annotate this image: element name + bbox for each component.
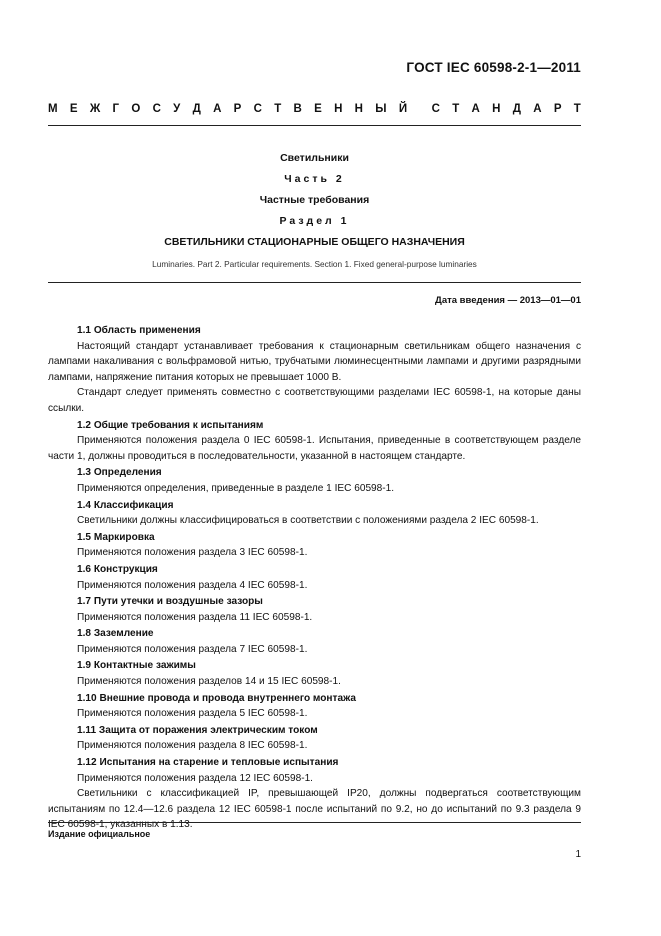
section-1-4 (48, 498, 581, 529)
top-divider (48, 125, 581, 126)
heading-letter: Н (334, 103, 343, 115)
paragraph: Применяются положения раздела 0 IEC 60598-1. Испытания, приведенные в соответствующем разделе части 1, должны проводиться в последовательности, указанной в настоящем стандарте. (48, 435, 581, 462)
title-line-3: Частные требования (259, 194, 370, 206)
section-title: 1.12 Испытания на старение и тепловые испытания (77, 757, 339, 769)
heading-letter: Г (112, 103, 120, 115)
document-body (48, 322, 581, 833)
heading-letter: С (253, 103, 262, 115)
section-title: 1.11 Защита от поражения электрическим током (77, 724, 318, 736)
paragraph: Применяются положения раздела 12 IEC 60598-1. (77, 772, 313, 784)
heading-letter: Е (314, 103, 322, 115)
title-block (48, 148, 581, 271)
section-1-1 (48, 323, 581, 417)
section-1-3 (48, 465, 581, 496)
heading-letter: Т (573, 103, 581, 115)
heading-letter: Д (192, 103, 201, 115)
heading-letter: У (173, 103, 181, 115)
heading-letter: В (293, 103, 302, 115)
footer-divider (48, 822, 581, 823)
paragraph: Применяются определения, приведенные в разделе 1 IEC 60598-1. (77, 482, 395, 494)
heading-letter: О (131, 103, 141, 115)
paragraph: Применяются положения раздела 3 IEC 60598-1. (77, 547, 308, 559)
heading-letter: Р (553, 103, 562, 115)
section-title: 1.5 Маркировка (77, 531, 155, 543)
title-divider (48, 282, 581, 283)
heading-letter: Т (274, 103, 282, 115)
heading-letter: Д (512, 103, 521, 115)
paragraph: Применяются положения раздела 8 IEC 60598-1. (77, 740, 308, 752)
section-title: 1.6 Конструкция (77, 563, 158, 575)
heading-letter: Н (492, 103, 501, 115)
heading-letter: С (152, 103, 161, 115)
heading-letter: Й (398, 103, 408, 115)
paragraph: Применяются положения раздела 5 IEC 60598-1. (77, 708, 308, 720)
section-title: 1.3 Определения (77, 467, 162, 479)
gost-code: ГОСТ IEC 60598-2-1—2011 (406, 60, 581, 75)
title-main: СВЕТИЛЬНИКИ СТАЦИОНАРНЫЕ ОБЩЕГО НАЗНАЧЕНИЯ (164, 236, 465, 248)
heading-letter: Е (69, 103, 78, 115)
heading-letter: С (431, 103, 440, 115)
paragraph: Стандарт следует применять совместно с соответствующими разделами IEC 60598-1, на которые даны ссылки. (48, 387, 581, 414)
introduction-date: Дата введения — 2013—01—01 (435, 295, 581, 306)
paragraph: Применяются положения раздела 4 IEC 60598-1. (77, 579, 308, 591)
section-1-8 (48, 626, 581, 657)
section-1-7 (48, 594, 581, 625)
heading-letter: А (533, 103, 542, 115)
heading-letter: А (213, 103, 222, 115)
paragraph: Светильники должны классифицироваться в соответствии с положениями раздела 2 IEC 60598-1. (77, 515, 539, 527)
title-line-1: Светильники (280, 152, 349, 164)
heading-letter: Т (452, 103, 460, 115)
heading-letter: Ы (375, 103, 387, 115)
heading-letter: Н (354, 103, 363, 115)
paragraph: Применяются положения раздела 11 IEC 60598-1. (77, 611, 313, 623)
heading-letter: М (48, 103, 58, 115)
heading-letter: А (471, 103, 480, 115)
paragraph: Применяются положения раздела 7 IEC 60598-1. (77, 643, 308, 655)
title-line-part: Часть 2 (284, 173, 345, 185)
page-number: 1 (575, 849, 581, 860)
edition-label: Издание официальное (48, 829, 151, 839)
heading-letter: Ж (89, 103, 101, 115)
section-title: 1.8 Заземление (77, 628, 154, 640)
section-title: 1.10 Внешние провода и провода внутреннего монтажа (77, 692, 356, 704)
section-1-9 (48, 658, 581, 689)
title-english: Luminaries. Part 2. Particular requirements. Section 1. Fixed general-purpose luminaries (152, 259, 477, 269)
title-line-section: Раздел 1 (279, 215, 350, 227)
section-1-5 (48, 530, 581, 561)
section-title: 1.2 Общие требования к испытаниям (77, 419, 264, 431)
standard-type-heading (48, 103, 581, 115)
paragraph: Применяются положения разделов 14 и 15 IEC 60598-1. (77, 676, 341, 688)
section-title: 1.7 Пути утечки и воздушные зазоры (77, 596, 263, 608)
heading-letter: Р (233, 103, 242, 115)
section-title: 1.4 Классификация (77, 499, 174, 511)
section-title: 1.9 Контактные зажимы (77, 660, 196, 672)
section-1-6 (48, 562, 581, 593)
section-1-2 (48, 418, 581, 465)
paragraph: Настоящий стандарт устанавливает требования к стационарным светильникам общего назначения с лампами накаливания с вольфрамовой нитью, трубчатыми люминесцентными лампами и другими разрядными лампами, напряжение питания которых не превышает 1000 В. (48, 340, 581, 383)
section-1-10 (48, 691, 581, 722)
section-1-11 (48, 723, 581, 754)
section-title: 1.1 Область применения (77, 325, 201, 336)
paragraph: Светильники с классификацией IP, превышающей IP20, должны подвергаться соответствующим испытаниям по 12.4—12.6 раздела 12 IEC 60598-1 после испытаний по 9.2, но до испытаний по 9.3 раздела 9 IEC 60598-1, указанных в 1.13. (48, 788, 581, 831)
